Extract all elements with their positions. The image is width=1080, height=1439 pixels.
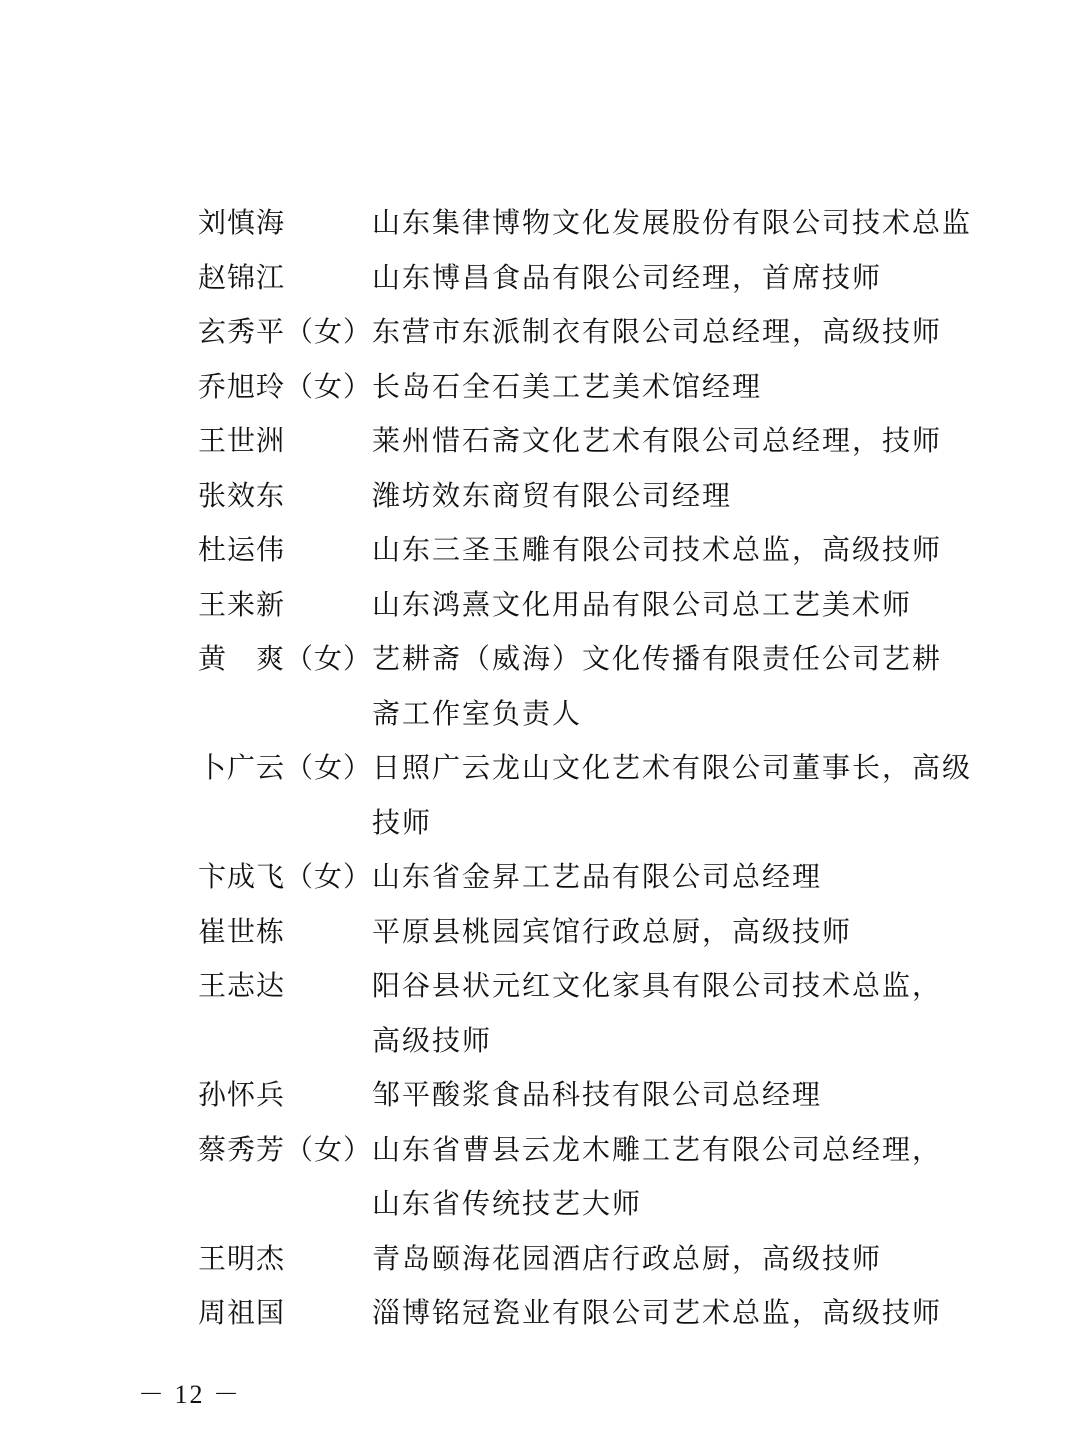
description-line: 山东集律博物文化发展股份有限公司技术总监: [372, 206, 973, 239]
entry-list: [198, 196, 973, 1341]
person-name: 孙怀兵: [198, 1078, 286, 1111]
description-line: 莱州惜石斋文化艺术有限公司总经理，技师: [372, 424, 943, 457]
position-description: [372, 414, 958, 469]
position-description: [372, 850, 958, 905]
list-item: [198, 1286, 958, 1341]
list-item: [198, 578, 958, 633]
list-item: [198, 414, 958, 469]
description-line: 潍坊效东商贸有限公司经理: [372, 478, 733, 512]
list-item: [198, 1232, 958, 1287]
page-number: － 12 －: [138, 1380, 242, 1409]
position-description: [372, 523, 958, 578]
list-item: [198, 1068, 958, 1123]
list-item: [198, 632, 958, 741]
position-description: [372, 1123, 958, 1232]
person-name: 玄秀平（女）: [198, 315, 373, 348]
person-name: 赵锦江: [198, 260, 286, 294]
description-line: 邹平酸浆食品科技有限公司总经理: [372, 1078, 823, 1111]
list-item: [198, 741, 973, 850]
description-line: 高级技师: [372, 1023, 493, 1057]
position-description: [372, 251, 958, 306]
list-item: [198, 905, 958, 960]
position-description: [372, 196, 972, 251]
list-item: [198, 469, 958, 524]
description-line: 平原县桃园宾馆行政总厨，高级技师: [372, 914, 853, 948]
position-description: [372, 741, 972, 850]
person-name: 乔旭玲（女）: [198, 369, 373, 403]
person-name: 王志达: [198, 969, 286, 1002]
position-description: [372, 305, 958, 360]
person-name: 王明杰: [198, 1241, 286, 1275]
position-description: [372, 959, 958, 1068]
description-line: 山东省传统技艺大师: [372, 1187, 643, 1220]
position-description: [372, 578, 958, 633]
description-line: 技师: [372, 805, 433, 839]
description-line: 青岛颐海花园酒店行政总厨，高级技师: [372, 1241, 883, 1275]
person-name: 黄 爽（女）: [198, 642, 373, 675]
list-item: [198, 1123, 958, 1232]
list-item: [198, 251, 958, 306]
person-name: 王来新: [198, 587, 286, 621]
person-name: 刘慎海: [198, 206, 286, 239]
person-name: 蔡秀芳（女）: [198, 1132, 373, 1166]
description-line: 山东省金昇工艺品有限公司总经理: [372, 860, 823, 893]
description-line: 淄博铭冠瓷业有限公司艺术总监，高级技师: [372, 1296, 943, 1329]
person-name: 卜广云（女）: [198, 751, 373, 784]
position-description: [372, 632, 958, 741]
description-line: 长岛石全石美工艺美术馆经理: [372, 369, 763, 403]
list-item: [198, 959, 958, 1068]
list-item: [198, 850, 958, 905]
person-name: 卞成飞（女）: [198, 860, 373, 893]
description-line: 东营市东派制衣有限公司总经理，高级技师: [372, 315, 943, 348]
position-description: [372, 360, 958, 415]
position-description: [372, 469, 958, 524]
description-line: 山东三圣玉雕有限公司技术总监，高级技师: [372, 533, 943, 566]
description-line: 山东省曹县云龙木雕工艺有限公司总经理，: [372, 1132, 943, 1166]
person-name: 崔世栋: [198, 914, 286, 948]
list-item: [198, 523, 958, 578]
position-description: [372, 1232, 958, 1287]
person-name: 张效东: [198, 478, 286, 512]
person-name: 周祖国: [198, 1296, 286, 1329]
description-line: 日照广云龙山文化艺术有限公司董事长，高级: [372, 751, 973, 784]
list-item: [198, 196, 973, 251]
person-name: 王世洲: [198, 424, 286, 457]
position-description: [372, 1068, 958, 1123]
description-line: 斋工作室负责人: [372, 696, 583, 730]
description-line: 艺耕斋（威海）文化传播有限责任公司艺耕: [372, 642, 943, 675]
description-line: 山东鸿熹文化用品有限公司总工艺美术师: [372, 587, 913, 621]
position-description: [372, 905, 958, 960]
description-line: 阳谷县状元红文化家具有限公司技术总监，: [372, 969, 943, 1002]
person-name: 杜运伟: [198, 533, 286, 566]
description-line: 山东博昌食品有限公司经理，首席技师: [372, 260, 883, 294]
position-description: [372, 1286, 958, 1341]
list-item: [198, 360, 958, 415]
list-item: [198, 305, 958, 360]
